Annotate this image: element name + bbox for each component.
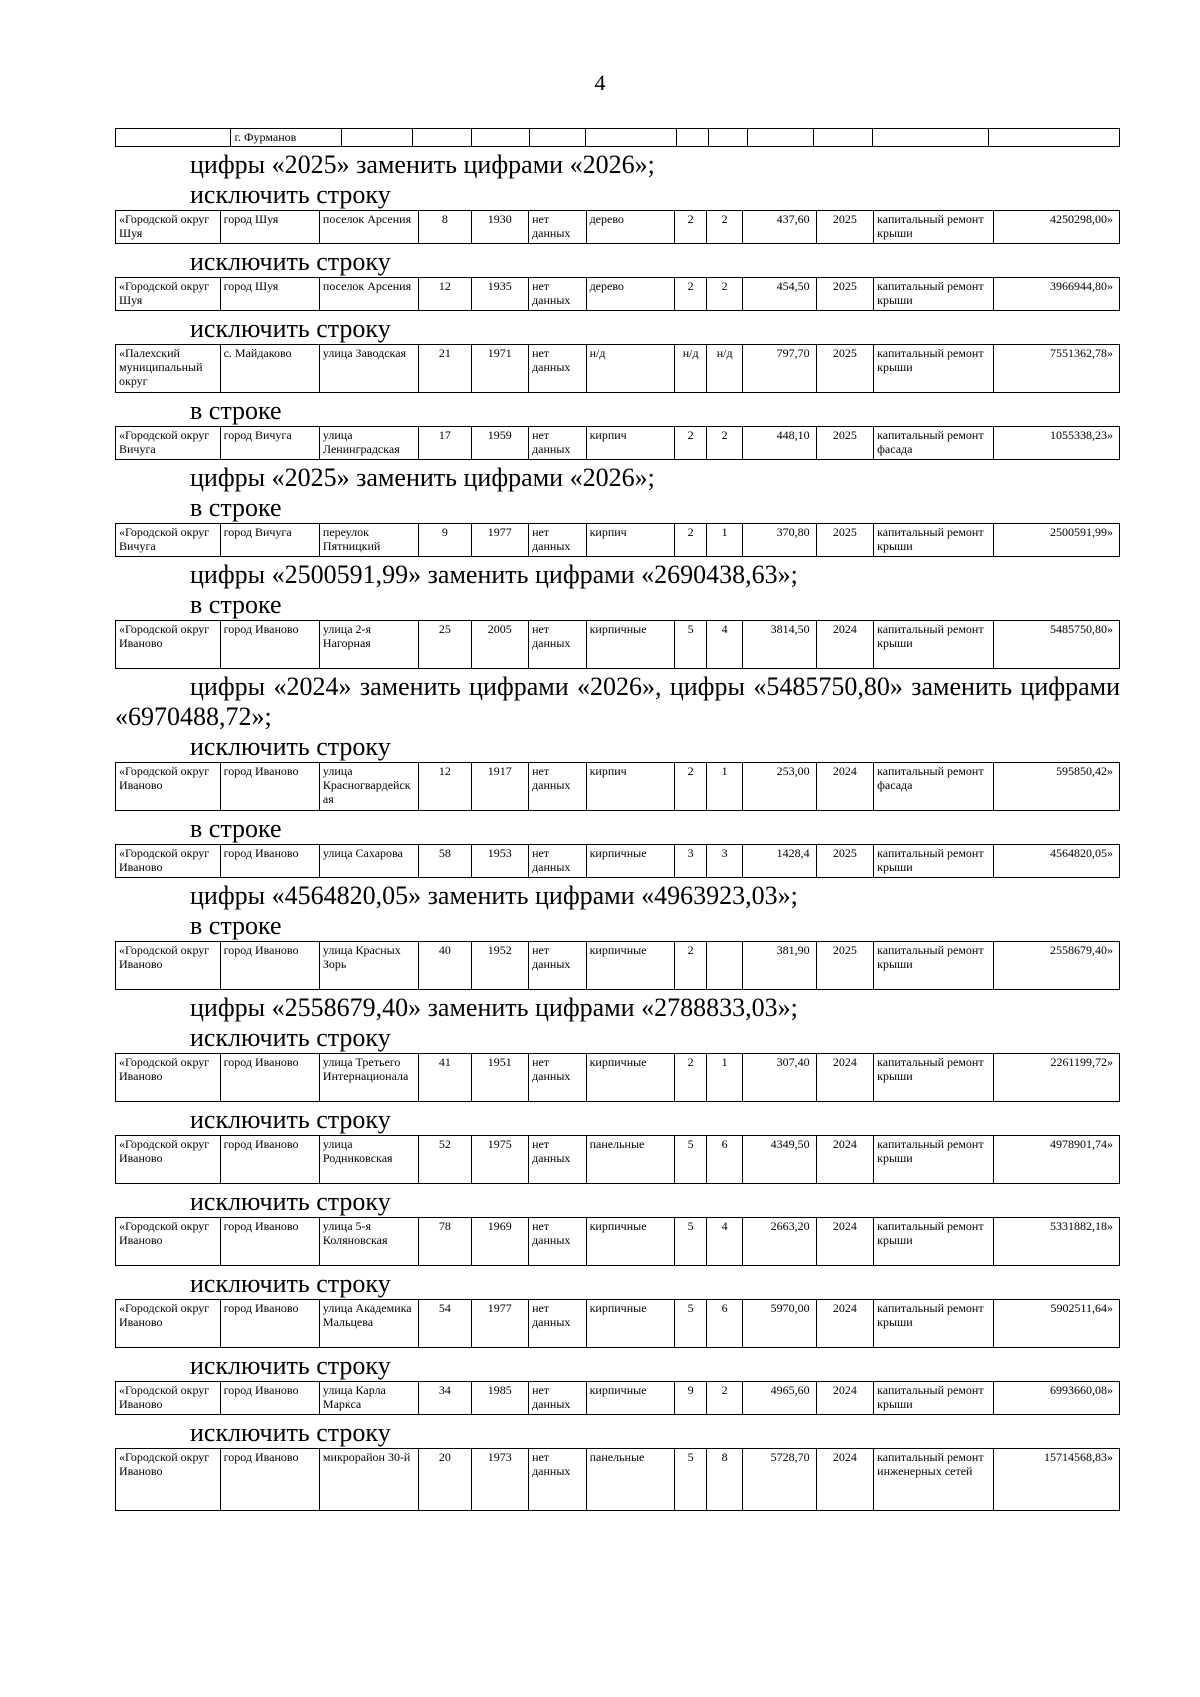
table-cell: 1055338,23» bbox=[994, 427, 1120, 460]
instruction-text: цифры «2025» заменить цифрами «2026»; bbox=[190, 463, 655, 492]
table-cell: панельные bbox=[586, 1136, 675, 1184]
table-cell: переулок Пятницкий bbox=[319, 524, 418, 557]
table-cell: 2 bbox=[706, 1382, 743, 1415]
table-cell: нет данных bbox=[529, 1136, 587, 1184]
table-cell: 5 bbox=[675, 1218, 706, 1266]
table-cell: город Иваново bbox=[220, 1054, 319, 1102]
table-cell: 40 bbox=[419, 942, 471, 990]
table-cell: «Городской округ Иваново bbox=[116, 1136, 221, 1184]
table-cell: кирпичные bbox=[586, 845, 675, 878]
table-cell bbox=[813, 129, 872, 147]
table-cell: 8 bbox=[706, 1449, 743, 1511]
table-row bbox=[115, 210, 1120, 244]
table-cell: капитальный ремонт крыши bbox=[874, 1300, 994, 1348]
table-cell: 5970,00 bbox=[743, 1300, 816, 1348]
table-cell: 381,90 bbox=[743, 942, 816, 990]
table-row bbox=[115, 426, 1120, 460]
table-cell: 1917 bbox=[471, 763, 529, 811]
table-cell: 1 bbox=[706, 763, 743, 811]
table-cell: микрорайон 30-й bbox=[319, 1449, 418, 1511]
table-cell: 1 bbox=[706, 524, 743, 557]
table-row bbox=[115, 620, 1120, 669]
table-cell: нет данных bbox=[529, 845, 587, 878]
table-cell: улица Ленинградская bbox=[319, 427, 418, 460]
page-number: 4 bbox=[594, 70, 606, 95]
table-cell: город Шуя bbox=[220, 211, 319, 244]
table-row bbox=[115, 941, 1120, 990]
table-cell: капитальный ремонт крыши bbox=[874, 621, 994, 669]
table-cell: нет данных bbox=[529, 1054, 587, 1102]
table-cell: капитальный ремонт крыши bbox=[874, 942, 994, 990]
table-cell: 17 bbox=[419, 427, 471, 460]
table-cell: 448,10 bbox=[743, 427, 816, 460]
table-cell: город Вичуга bbox=[220, 427, 319, 460]
table-cell: поселок Арсения bbox=[319, 278, 418, 311]
instruction-text: исключить строку bbox=[190, 1187, 391, 1216]
table-row bbox=[115, 762, 1120, 811]
table-cell: 1953 bbox=[471, 845, 529, 878]
table-cell: 3 bbox=[675, 845, 706, 878]
table-cell: 2025 bbox=[816, 942, 874, 990]
table-cell: нет данных bbox=[529, 1449, 587, 1511]
table-cell: кирпичные bbox=[586, 942, 675, 990]
table-row bbox=[115, 1299, 1120, 1348]
instruction-text: исключить строку bbox=[190, 732, 391, 761]
table-cell: н/д bbox=[586, 345, 675, 393]
table-cell bbox=[706, 942, 743, 990]
instruction-text: в строке bbox=[190, 590, 282, 619]
table-cell: 1973 bbox=[471, 1449, 529, 1511]
instruction-text: исключить строку bbox=[190, 314, 391, 343]
table-cell: 2 bbox=[675, 211, 706, 244]
table-cell: капитальный ремонт крыши bbox=[874, 278, 994, 311]
instruction-text: в строке bbox=[190, 493, 282, 522]
table-cell: 15714568,83» bbox=[994, 1449, 1120, 1511]
table-cell: г. Фурманов bbox=[231, 129, 341, 147]
table-cell: 2024 bbox=[816, 1382, 874, 1415]
table-cell: нет данных bbox=[529, 1382, 587, 1415]
table-cell: 2024 bbox=[816, 1136, 874, 1184]
table-cell: город Иваново bbox=[220, 1382, 319, 1415]
table-cell: 9 bbox=[675, 1382, 706, 1415]
instruction-text: исключить строку bbox=[190, 1418, 391, 1447]
table-cell: 2558679,40» bbox=[994, 942, 1120, 990]
table-cell: «Городской округ Иваново bbox=[116, 1054, 221, 1102]
table-cell: город Иваново bbox=[220, 845, 319, 878]
table-cell bbox=[989, 129, 1120, 147]
table-cell: капитальный ремонт фасада bbox=[874, 427, 994, 460]
table-cell: капитальный ремонт крыши bbox=[874, 1136, 994, 1184]
table-row bbox=[115, 1135, 1120, 1184]
table-cell: «Городской округ Иваново bbox=[116, 763, 221, 811]
table-cell: 2 bbox=[675, 942, 706, 990]
table-cell: 52 bbox=[419, 1136, 471, 1184]
instruction-text: исключить строку bbox=[190, 1351, 391, 1380]
table-cell: кирпичные bbox=[586, 621, 675, 669]
table-row bbox=[115, 344, 1120, 393]
table-cell: 8 bbox=[419, 211, 471, 244]
table-cell: 2024 bbox=[816, 1300, 874, 1348]
table-cell: 2 bbox=[675, 278, 706, 311]
table-cell: «Городской округ Иваново bbox=[116, 1449, 221, 1511]
table-cell: 5 bbox=[675, 621, 706, 669]
table-cell: 3814,50 bbox=[743, 621, 816, 669]
table-cell: 595850,42» bbox=[994, 763, 1120, 811]
table-cell: кирпичные bbox=[586, 1054, 675, 1102]
table-row bbox=[115, 1217, 1120, 1266]
table-cell: нет данных bbox=[529, 211, 587, 244]
instruction-text: в строке bbox=[190, 911, 282, 940]
table-cell: панельные bbox=[586, 1449, 675, 1511]
table-cell bbox=[530, 129, 586, 147]
instruction-text: исключить строку bbox=[190, 180, 391, 209]
instruction-text: в строке bbox=[190, 814, 282, 843]
table-cell: «Палехский муниципальный округ bbox=[116, 345, 221, 393]
table-cell: улица Родниковская bbox=[319, 1136, 418, 1184]
table-cell: 2 bbox=[706, 211, 743, 244]
table-cell: город Иваново bbox=[220, 1300, 319, 1348]
table-cell: 454,50 bbox=[743, 278, 816, 311]
table-cell: «Городской округ Иваново bbox=[116, 621, 221, 669]
table-cell: улица Красных Зорь bbox=[319, 942, 418, 990]
table-cell bbox=[872, 129, 989, 147]
table-cell: 4349,50 bbox=[743, 1136, 816, 1184]
table-cell bbox=[748, 129, 814, 147]
table-cell: дерево bbox=[586, 211, 675, 244]
table-cell: 3966944,80» bbox=[994, 278, 1120, 311]
table-cell: капитальный ремонт фасада bbox=[874, 763, 994, 811]
table-cell: 6 bbox=[706, 1136, 743, 1184]
table-cell: улица Красногвардейская bbox=[319, 763, 418, 811]
table-cell: 2025 bbox=[816, 845, 874, 878]
table-cell: город Иваново bbox=[220, 1136, 319, 1184]
document-body bbox=[115, 128, 1120, 1514]
table-cell: нет данных bbox=[529, 345, 587, 393]
instruction-text: цифры «2500591,99» заменить цифрами «2690438,63»; bbox=[190, 560, 798, 589]
table-row bbox=[115, 1448, 1120, 1511]
table-cell: 4 bbox=[706, 1218, 743, 1266]
table-row bbox=[115, 1053, 1120, 1102]
table-cell: капитальный ремонт крыши bbox=[874, 1054, 994, 1102]
table-cell: улица 5-я Коляновская bbox=[319, 1218, 418, 1266]
table-cell: нет данных bbox=[529, 427, 587, 460]
table-cell: 1971 bbox=[471, 345, 529, 393]
table-cell: улица Карла Маркса bbox=[319, 1382, 418, 1415]
table-cell: 1951 bbox=[471, 1054, 529, 1102]
table-cell: 797,70 bbox=[743, 345, 816, 393]
table-cell bbox=[586, 129, 677, 147]
table-cell bbox=[708, 129, 748, 147]
table-cell: 41 bbox=[419, 1054, 471, 1102]
table-cell: 21 bbox=[419, 345, 471, 393]
instruction-text: в строке bbox=[190, 396, 282, 425]
table-cell: 1959 bbox=[471, 427, 529, 460]
table-cell: 2 bbox=[706, 278, 743, 311]
table-cell: 6993660,08» bbox=[994, 1382, 1120, 1415]
table-cell bbox=[116, 129, 231, 147]
table-cell: дерево bbox=[586, 278, 675, 311]
table-cell: 5485750,80» bbox=[994, 621, 1120, 669]
table-cell: 2024 bbox=[816, 1054, 874, 1102]
table-cell: кирпичные bbox=[586, 1218, 675, 1266]
table-cell bbox=[471, 129, 530, 147]
table-cell: 4250298,00» bbox=[994, 211, 1120, 244]
table-cell: 2005 bbox=[471, 621, 529, 669]
table-cell: 2 bbox=[675, 524, 706, 557]
table-cell: 2025 bbox=[816, 278, 874, 311]
table-cell: капитальный ремонт крыши bbox=[874, 345, 994, 393]
table-cell: поселок Арсения bbox=[319, 211, 418, 244]
table-cell: улица Академика Мальцева bbox=[319, 1300, 418, 1348]
table-cell: 1935 bbox=[471, 278, 529, 311]
table-cell: город Иваново bbox=[220, 621, 319, 669]
table-cell: капитальный ремонт крыши bbox=[874, 1218, 994, 1266]
table-cell: нет данных bbox=[529, 278, 587, 311]
table-cell: 1952 bbox=[471, 942, 529, 990]
table-cell: город Иваново bbox=[220, 1218, 319, 1266]
table-cell: 2 bbox=[675, 427, 706, 460]
table-cell: н/д bbox=[706, 345, 743, 393]
table-cell: «Городской округ Вичуга bbox=[116, 524, 221, 557]
table-cell: капитальный ремонт крыши bbox=[874, 1382, 994, 1415]
table-cell: «Городской округ Вичуга bbox=[116, 427, 221, 460]
table-cell: 2500591,99» bbox=[994, 524, 1120, 557]
table-cell: 5 bbox=[675, 1449, 706, 1511]
table-cell: 5 bbox=[675, 1300, 706, 1348]
table-cell: 1930 bbox=[471, 211, 529, 244]
table-cell: 4978901,74» bbox=[994, 1136, 1120, 1184]
instruction-text: цифры «2024» заменить цифрами «2026», цифры «5485750,80» заменить цифрами «6970488,72»; bbox=[115, 672, 1120, 731]
table-cell: «Городской округ Иваново bbox=[116, 1382, 221, 1415]
table-cell: капитальный ремонт крыши bbox=[874, 845, 994, 878]
table-cell: нет данных bbox=[529, 524, 587, 557]
instruction-text: исключить строку bbox=[190, 1105, 391, 1134]
table-cell: 2024 bbox=[816, 1218, 874, 1266]
table-cell: 1969 bbox=[471, 1218, 529, 1266]
table-cell: 5728,70 bbox=[743, 1449, 816, 1511]
table-cell: улица Третьего Интернационала bbox=[319, 1054, 418, 1102]
instruction-text: исключить строку bbox=[190, 247, 391, 276]
table-cell: 2025 bbox=[816, 524, 874, 557]
table-cell: 2663,20 bbox=[743, 1218, 816, 1266]
table-cell: 1977 bbox=[471, 524, 529, 557]
instruction-text: цифры «2558679,40» заменить цифрами «2788833,03»; bbox=[190, 993, 798, 1022]
table-cell: 307,40 bbox=[743, 1054, 816, 1102]
instruction-text: цифры «4564820,05» заменить цифрами «4963923,03»; bbox=[190, 881, 798, 910]
table-cell: город Иваново bbox=[220, 763, 319, 811]
table-cell: 2025 bbox=[816, 427, 874, 460]
table-cell: улица Заводская bbox=[319, 345, 418, 393]
table-cell: кирпич bbox=[586, 763, 675, 811]
table-cell: 2025 bbox=[816, 211, 874, 244]
table-cell: 2024 bbox=[816, 621, 874, 669]
table-cell: «Городской округ Иваново bbox=[116, 942, 221, 990]
table-cell: 4965,60 bbox=[743, 1382, 816, 1415]
table-cell: «Городской округ Шуя bbox=[116, 211, 221, 244]
table-cell: 7551362,78» bbox=[994, 345, 1120, 393]
table-row bbox=[115, 277, 1120, 311]
table-cell: кирпичные bbox=[586, 1300, 675, 1348]
table-cell bbox=[412, 129, 471, 147]
table-cell: капитальный ремонт инженерных сетей bbox=[874, 1449, 994, 1511]
table-cell: «Городской округ Иваново bbox=[116, 1300, 221, 1348]
table-cell: кирпичные bbox=[586, 1382, 675, 1415]
table-cell: 1985 bbox=[471, 1382, 529, 1415]
table-cell: кирпич bbox=[586, 427, 675, 460]
table-cell: 437,60 bbox=[743, 211, 816, 244]
table-cell: 25 bbox=[419, 621, 471, 669]
table-cell: улица Сахарова bbox=[319, 845, 418, 878]
table-cell: город Иваново bbox=[220, 1449, 319, 1511]
table-row bbox=[115, 1381, 1120, 1415]
table-cell: город Вичуга bbox=[220, 524, 319, 557]
instruction-text: цифры «2025» заменить цифрами «2026»; bbox=[190, 150, 655, 179]
table-cell: 2 bbox=[675, 1054, 706, 1102]
table-cell: кирпич bbox=[586, 524, 675, 557]
table-cell: нет данных bbox=[529, 763, 587, 811]
table-cell: 5902511,64» bbox=[994, 1300, 1120, 1348]
table-cell: 253,00 bbox=[743, 763, 816, 811]
table-cell: нет данных bbox=[529, 942, 587, 990]
table-cell: 2261199,72» bbox=[994, 1054, 1120, 1102]
instruction-text: исключить строку bbox=[190, 1023, 391, 1052]
table-cell: 34 bbox=[419, 1382, 471, 1415]
table-cell: нет данных bbox=[529, 1300, 587, 1348]
table-cell: улица 2-я Нагорная bbox=[319, 621, 418, 669]
table-cell: 2 bbox=[675, 763, 706, 811]
table-cell: город Шуя bbox=[220, 278, 319, 311]
table-cell: «Городской округ Иваново bbox=[116, 1218, 221, 1266]
table-row bbox=[115, 128, 1120, 147]
table-row bbox=[115, 844, 1120, 878]
table-cell: 4 bbox=[706, 621, 743, 669]
table-cell: 5331882,18» bbox=[994, 1218, 1120, 1266]
table-cell bbox=[341, 129, 412, 147]
table-cell: «Городской округ Иваново bbox=[116, 845, 221, 878]
table-cell: н/д bbox=[675, 345, 706, 393]
table-cell: с. Майдаково bbox=[220, 345, 319, 393]
table-cell: нет данных bbox=[529, 621, 587, 669]
table-cell: 2024 bbox=[816, 1449, 874, 1511]
table-cell: 2 bbox=[706, 427, 743, 460]
table-cell: 6 bbox=[706, 1300, 743, 1348]
table-cell: 58 bbox=[419, 845, 471, 878]
table-cell: город Иваново bbox=[220, 942, 319, 990]
table-cell: 4564820,05» bbox=[994, 845, 1120, 878]
table-cell: 1975 bbox=[471, 1136, 529, 1184]
table-cell bbox=[677, 129, 708, 147]
table-cell: 12 bbox=[419, 763, 471, 811]
instruction-text: исключить строку bbox=[190, 1269, 391, 1298]
table-cell: 1 bbox=[706, 1054, 743, 1102]
table-cell: 54 bbox=[419, 1300, 471, 1348]
table-cell: 2024 bbox=[816, 763, 874, 811]
table-cell: 370,80 bbox=[743, 524, 816, 557]
table-cell: 9 bbox=[419, 524, 471, 557]
table-cell: 1428,4 bbox=[743, 845, 816, 878]
table-cell: капитальный ремонт крыши bbox=[874, 211, 994, 244]
table-cell: капитальный ремонт крыши bbox=[874, 524, 994, 557]
table-row bbox=[115, 523, 1120, 557]
table-cell: 78 bbox=[419, 1218, 471, 1266]
table-cell: 2025 bbox=[816, 345, 874, 393]
table-cell: 1977 bbox=[471, 1300, 529, 1348]
table-cell: 3 bbox=[706, 845, 743, 878]
table-cell: нет данных bbox=[529, 1218, 587, 1266]
table-cell: 5 bbox=[675, 1136, 706, 1184]
table-cell: 20 bbox=[419, 1449, 471, 1511]
table-cell: 12 bbox=[419, 278, 471, 311]
table-cell: «Городской округ Шуя bbox=[116, 278, 221, 311]
